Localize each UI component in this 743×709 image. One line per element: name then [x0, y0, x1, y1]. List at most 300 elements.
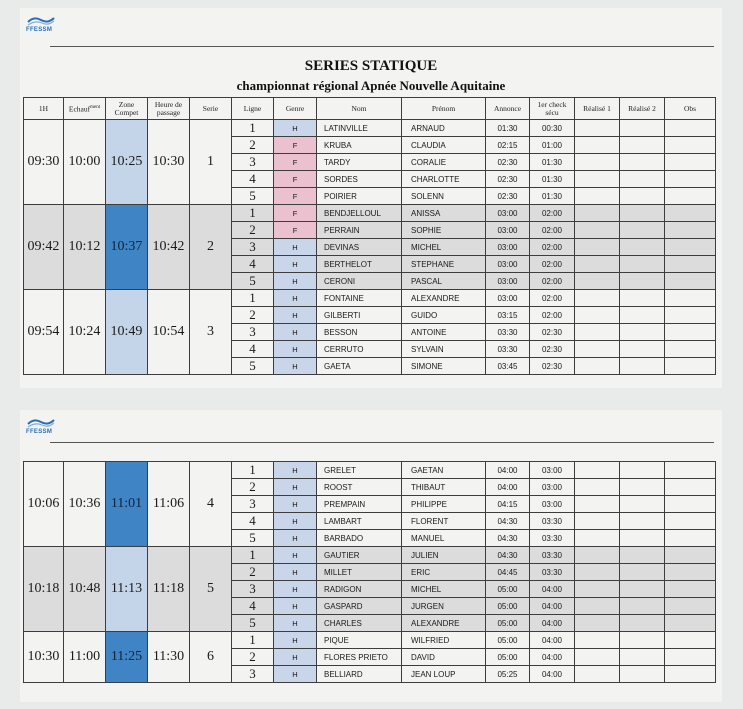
ligne-cell: 2 [232, 222, 274, 239]
ligne-cell: 2 [232, 649, 274, 666]
realise-2-cell [620, 120, 665, 137]
nom-cell: GILBERTI [317, 307, 402, 324]
check-cell: 02:00 [530, 256, 575, 273]
table-row [24, 290, 716, 307]
nom-cell: ROOST [317, 479, 402, 496]
time-zone-compet: 10:25 [106, 120, 148, 205]
realise-2-cell [620, 615, 665, 632]
realise-2-cell [620, 154, 665, 171]
obs-cell [665, 666, 716, 683]
annonce-cell: 03:00 [486, 222, 530, 239]
time-echauffement: 10:24 [64, 290, 106, 375]
ligne-cell: 3 [232, 666, 274, 683]
genre-cell: H [274, 547, 317, 564]
nom-cell: MILLET [317, 564, 402, 581]
page-1 [20, 8, 722, 388]
obs-cell [665, 137, 716, 154]
check-cell: 02:00 [530, 273, 575, 290]
check-cell: 02:00 [530, 222, 575, 239]
obs-cell [665, 341, 716, 358]
time-echauffement: 11:00 [64, 632, 106, 683]
realise-2-cell [620, 530, 665, 547]
nom-cell: FLORES PRIETO [317, 649, 402, 666]
ligne-cell: 2 [232, 479, 274, 496]
annonce-cell: 03:30 [486, 324, 530, 341]
annonce-cell: 03:00 [486, 290, 530, 307]
annonce-cell: 04:00 [486, 462, 530, 479]
annonce-cell: 03:30 [486, 341, 530, 358]
ligne-cell: 1 [232, 290, 274, 307]
nom-cell: LATINVILLE [317, 120, 402, 137]
serie-number: 6 [190, 632, 232, 683]
page-2 [20, 410, 722, 702]
realise-1-cell [575, 530, 620, 547]
time-1h: 10:18 [24, 547, 64, 632]
prenom-cell: ALEXANDRE [402, 290, 486, 307]
time-1h: 09:54 [24, 290, 64, 375]
genre-cell: F [274, 222, 317, 239]
ligne-cell: 1 [232, 205, 274, 222]
genre-cell: H [274, 649, 317, 666]
ligne-cell: 2 [232, 564, 274, 581]
col-prenom: Prénom [402, 98, 486, 120]
prenom-cell: GUIDO [402, 307, 486, 324]
ligne-cell: 3 [232, 496, 274, 513]
genre-cell: H [274, 256, 317, 273]
annonce-cell: 04:30 [486, 530, 530, 547]
prenom-cell: MICHEL [402, 239, 486, 256]
serie-number: 4 [190, 462, 232, 547]
obs-cell [665, 239, 716, 256]
obs-cell [665, 324, 716, 341]
genre-cell: H [274, 496, 317, 513]
prenom-cell: CORALIE [402, 154, 486, 171]
annonce-cell: 03:15 [486, 307, 530, 324]
realise-1-cell [575, 564, 620, 581]
genre-cell: F [274, 137, 317, 154]
realise-1-cell [575, 581, 620, 598]
genre-cell: H [274, 120, 317, 137]
nom-cell: SORDES [317, 171, 402, 188]
col-echauffement: Echauf$^{ment}$ [64, 98, 106, 120]
prenom-cell: ANISSA [402, 205, 486, 222]
prenom-cell: MICHEL [402, 581, 486, 598]
time-zone-compet: 11:13 [106, 547, 148, 632]
genre-cell: H [274, 462, 317, 479]
check-cell: 04:00 [530, 666, 575, 683]
col-zone-compet: Zone Compet [106, 98, 148, 120]
realise-2-cell [620, 462, 665, 479]
prenom-cell: DAVID [402, 649, 486, 666]
annonce-cell: 04:15 [486, 496, 530, 513]
ligne-cell: 4 [232, 171, 274, 188]
realise-2-cell [620, 273, 665, 290]
table-row [24, 205, 716, 222]
check-cell: 00:30 [530, 120, 575, 137]
page-subtitle: championnat régional Apnée Nouvelle Aquitaine [236, 78, 506, 93]
check-cell: 04:00 [530, 632, 575, 649]
obs-cell [665, 154, 716, 171]
realise-1-cell [575, 462, 620, 479]
check-cell: 01:30 [530, 171, 575, 188]
time-passage: 10:42 [148, 205, 190, 290]
genre-cell: H [274, 341, 317, 358]
obs-cell [665, 632, 716, 649]
genre-cell: H [274, 666, 317, 683]
prenom-cell: ERIC [402, 564, 486, 581]
prenom-cell: STEPHANE [402, 256, 486, 273]
check-cell: 04:00 [530, 649, 575, 666]
col-check: 1er check sécu [530, 98, 575, 120]
annonce-cell: 03:00 [486, 256, 530, 273]
check-cell: 03:30 [530, 564, 575, 581]
nom-cell: BESSON [317, 324, 402, 341]
time-zone-compet: 10:49 [106, 290, 148, 375]
time-echauffement: 10:36 [64, 462, 106, 547]
col-nom: Nom [317, 98, 402, 120]
annonce-cell: 04:30 [486, 513, 530, 530]
nom-cell: BERTHELOT [317, 256, 402, 273]
table-header-row [24, 98, 716, 120]
realise-2-cell [620, 171, 665, 188]
ligne-cell: 1 [232, 547, 274, 564]
prenom-cell: FLORENT [402, 513, 486, 530]
obs-cell [665, 564, 716, 581]
check-cell: 02:30 [530, 324, 575, 341]
realise-1-cell [575, 341, 620, 358]
obs-cell [665, 188, 716, 205]
prenom-cell: ANTOINE [402, 324, 486, 341]
annonce-cell: 01:30 [486, 120, 530, 137]
time-echauffement: 10:12 [64, 205, 106, 290]
realise-2-cell [620, 581, 665, 598]
check-cell: 01:30 [530, 154, 575, 171]
realise-2-cell [620, 547, 665, 564]
realise-1-cell [575, 188, 620, 205]
realise-1-cell [575, 615, 620, 632]
realise-1-cell [575, 239, 620, 256]
annonce-cell: 04:30 [486, 547, 530, 564]
prenom-cell: GAETAN [402, 462, 486, 479]
check-cell: 04:00 [530, 581, 575, 598]
ligne-cell: 1 [232, 120, 274, 137]
ligne-cell: 4 [232, 598, 274, 615]
check-cell: 04:00 [530, 598, 575, 615]
serie-number: 3 [190, 290, 232, 375]
nom-cell: GAUTIER [317, 547, 402, 564]
realise-2-cell [620, 239, 665, 256]
prenom-cell: CLAUDIA [402, 137, 486, 154]
annonce-cell: 05:00 [486, 598, 530, 615]
col-realise-2: Réalisé 2 [620, 98, 665, 120]
nom-cell: PIQUE [317, 632, 402, 649]
genre-cell: H [274, 324, 317, 341]
realise-2-cell [620, 513, 665, 530]
col-genre: Genre [274, 98, 317, 120]
check-cell: 02:00 [530, 290, 575, 307]
annonce-cell: 05:00 [486, 581, 530, 598]
obs-cell [665, 358, 716, 375]
realise-2-cell [620, 205, 665, 222]
annonce-cell: 02:15 [486, 137, 530, 154]
nom-cell: CERRUTO [317, 341, 402, 358]
ligne-cell: 4 [232, 341, 274, 358]
obs-cell [665, 222, 716, 239]
realise-2-cell [620, 256, 665, 273]
realise-2-cell [620, 564, 665, 581]
check-cell: 02:00 [530, 205, 575, 222]
nom-cell: PREMPAIN [317, 496, 402, 513]
realise-2-cell [620, 632, 665, 649]
obs-cell [665, 171, 716, 188]
annonce-cell: 02:30 [486, 154, 530, 171]
obs-cell [665, 530, 716, 547]
ligne-cell: 3 [232, 239, 274, 256]
realise-2-cell [620, 496, 665, 513]
nom-cell: GRELET [317, 462, 402, 479]
realise-2-cell [620, 666, 665, 683]
check-cell: 03:30 [530, 513, 575, 530]
nom-cell: GAETA [317, 358, 402, 375]
genre-cell: H [274, 513, 317, 530]
check-cell: 03:00 [530, 479, 575, 496]
logo-text-2: FFESSM [26, 429, 53, 435]
annonce-cell: 04:45 [486, 564, 530, 581]
obs-cell [665, 205, 716, 222]
logo-text: FFESSM [26, 27, 53, 33]
ligne-cell: 5 [232, 615, 274, 632]
annonce-cell: 03:00 [486, 239, 530, 256]
ligne-cell: 2 [232, 307, 274, 324]
ligne-cell: 5 [232, 188, 274, 205]
nom-cell: DEVINAS [317, 239, 402, 256]
genre-cell: F [274, 171, 317, 188]
realise-1-cell [575, 513, 620, 530]
realise-2-cell [620, 649, 665, 666]
prenom-cell: SOPHIE [402, 222, 486, 239]
genre-cell: H [274, 479, 317, 496]
realise-2-cell [620, 188, 665, 205]
check-cell: 03:00 [530, 496, 575, 513]
time-passage: 11:30 [148, 632, 190, 683]
genre-cell: H [274, 581, 317, 598]
ffessm-logo [26, 14, 56, 36]
prenom-cell: THIBAUT [402, 479, 486, 496]
obs-cell [665, 307, 716, 324]
ligne-cell: 1 [232, 632, 274, 649]
realise-1-cell [575, 358, 620, 375]
realise-1-cell [575, 649, 620, 666]
prenom-cell: SOLENN [402, 188, 486, 205]
realise-1-cell [575, 290, 620, 307]
time-passage: 10:30 [148, 120, 190, 205]
check-cell: 01:30 [530, 188, 575, 205]
annonce-cell: 02:30 [486, 188, 530, 205]
ligne-cell: 4 [232, 513, 274, 530]
time-passage: 10:54 [148, 290, 190, 375]
obs-cell [665, 547, 716, 564]
genre-cell: H [274, 358, 317, 375]
table-row [24, 547, 716, 564]
annonce-cell: 05:00 [486, 632, 530, 649]
time-zone-compet: 10:37 [106, 205, 148, 290]
realise-1-cell [575, 307, 620, 324]
time-echauffement: 10:00 [64, 120, 106, 205]
obs-cell [665, 598, 716, 615]
realise-1-cell [575, 256, 620, 273]
page-title: SERIES STATIQUE [304, 58, 438, 74]
serie-number: 1 [190, 120, 232, 205]
nom-cell: PERRAIN [317, 222, 402, 239]
obs-cell [665, 649, 716, 666]
check-cell: 03:30 [530, 530, 575, 547]
realise-1-cell [575, 479, 620, 496]
nom-cell: CHARLES [317, 615, 402, 632]
annonce-cell: 05:00 [486, 615, 530, 632]
time-1h: 10:06 [24, 462, 64, 547]
nom-cell: FONTAINE [317, 290, 402, 307]
ligne-cell: 3 [232, 581, 274, 598]
time-echauffement: 10:48 [64, 547, 106, 632]
realise-2-cell [620, 598, 665, 615]
nom-cell: CERONI [317, 273, 402, 290]
annonce-cell: 05:00 [486, 649, 530, 666]
check-cell: 02:00 [530, 239, 575, 256]
prenom-cell: WILFRIED [402, 632, 486, 649]
ligne-cell: 5 [232, 273, 274, 290]
realise-1-cell [575, 598, 620, 615]
wave-icon [26, 416, 56, 428]
check-cell: 01:00 [530, 137, 575, 154]
obs-cell [665, 290, 716, 307]
realise-1-cell [575, 632, 620, 649]
realise-2-cell [620, 341, 665, 358]
check-cell: 04:00 [530, 615, 575, 632]
nom-cell: GASPARD [317, 598, 402, 615]
nom-cell: BARBADO [317, 530, 402, 547]
realise-2-cell [620, 307, 665, 324]
prenom-cell: ALEXANDRE [402, 615, 486, 632]
genre-cell: H [274, 239, 317, 256]
prenom-cell: ARNAUD [402, 120, 486, 137]
annonce-cell: 03:00 [486, 273, 530, 290]
genre-cell: F [274, 188, 317, 205]
realise-2-cell [620, 137, 665, 154]
obs-cell [665, 513, 716, 530]
nom-cell: KRUBA [317, 137, 402, 154]
col-annonce: Annonce [486, 98, 530, 120]
realise-1-cell [575, 324, 620, 341]
genre-cell: H [274, 615, 317, 632]
realise-2-cell [620, 479, 665, 496]
genre-cell: H [274, 273, 317, 290]
nom-cell: POIRIER [317, 188, 402, 205]
col-realise-1: Réalisé 1 [575, 98, 620, 120]
wave-icon [26, 14, 56, 26]
header-rule [50, 46, 714, 47]
obs-cell [665, 496, 716, 513]
col-serie: Serie [190, 98, 232, 120]
nom-cell: BENDJELLOUL [317, 205, 402, 222]
obs-cell [665, 615, 716, 632]
check-cell: 03:00 [530, 462, 575, 479]
ligne-cell: 2 [232, 137, 274, 154]
nom-cell: RADIGON [317, 581, 402, 598]
obs-cell [665, 256, 716, 273]
col-ligne: Ligne [232, 98, 274, 120]
check-cell: 02:30 [530, 358, 575, 375]
time-zone-compet: 11:25 [106, 632, 148, 683]
realise-2-cell [620, 324, 665, 341]
realise-2-cell [620, 222, 665, 239]
prenom-cell: PASCAL [402, 273, 486, 290]
annonce-cell: 04:00 [486, 479, 530, 496]
realise-1-cell [575, 547, 620, 564]
check-cell: 02:30 [530, 341, 575, 358]
prenom-cell: JURGEN [402, 598, 486, 615]
time-1h: 10:30 [24, 632, 64, 683]
prenom-cell: JEAN LOUP [402, 666, 486, 683]
annonce-cell: 05:25 [486, 666, 530, 683]
genre-cell: H [274, 564, 317, 581]
table-row [24, 462, 716, 479]
genre-cell: F [274, 205, 317, 222]
serie-number: 5 [190, 547, 232, 632]
realise-1-cell [575, 154, 620, 171]
serie-number: 2 [190, 205, 232, 290]
prenom-cell: PHILIPPE [402, 496, 486, 513]
ligne-cell: 5 [232, 358, 274, 375]
header-rule-2 [50, 442, 714, 443]
table-row [24, 632, 716, 649]
col-obs: Obs [665, 98, 716, 120]
nom-cell: LAMBART [317, 513, 402, 530]
prenom-cell: MANUEL [402, 530, 486, 547]
obs-cell [665, 479, 716, 496]
realise-1-cell [575, 205, 620, 222]
nom-cell: TARDY [317, 154, 402, 171]
genre-cell: H [274, 307, 317, 324]
col-heure-passage: Heure de passage [148, 98, 190, 120]
annonce-cell: 03:00 [486, 205, 530, 222]
check-cell: 02:00 [530, 307, 575, 324]
check-cell: 03:30 [530, 547, 575, 564]
realise-1-cell [575, 273, 620, 290]
realise-1-cell [575, 496, 620, 513]
table-row [24, 120, 716, 137]
obs-cell [665, 462, 716, 479]
genre-cell: H [274, 530, 317, 547]
realise-1-cell [575, 120, 620, 137]
annonce-cell: 02:30 [486, 171, 530, 188]
time-1h: 09:42 [24, 205, 64, 290]
realise-1-cell [575, 171, 620, 188]
realise-2-cell [620, 358, 665, 375]
realise-2-cell [620, 290, 665, 307]
series-table-1 [23, 97, 716, 375]
time-passage: 11:06 [148, 462, 190, 547]
ligne-cell: 3 [232, 154, 274, 171]
ffessm-logo-2 [26, 416, 56, 438]
genre-cell: H [274, 598, 317, 615]
time-1h: 09:30 [24, 120, 64, 205]
prenom-cell: CHARLOTTE [402, 171, 486, 188]
obs-cell [665, 581, 716, 598]
col-1h: 1H [24, 98, 64, 120]
genre-cell: H [274, 632, 317, 649]
genre-cell: H [274, 290, 317, 307]
prenom-cell: JULIEN [402, 547, 486, 564]
